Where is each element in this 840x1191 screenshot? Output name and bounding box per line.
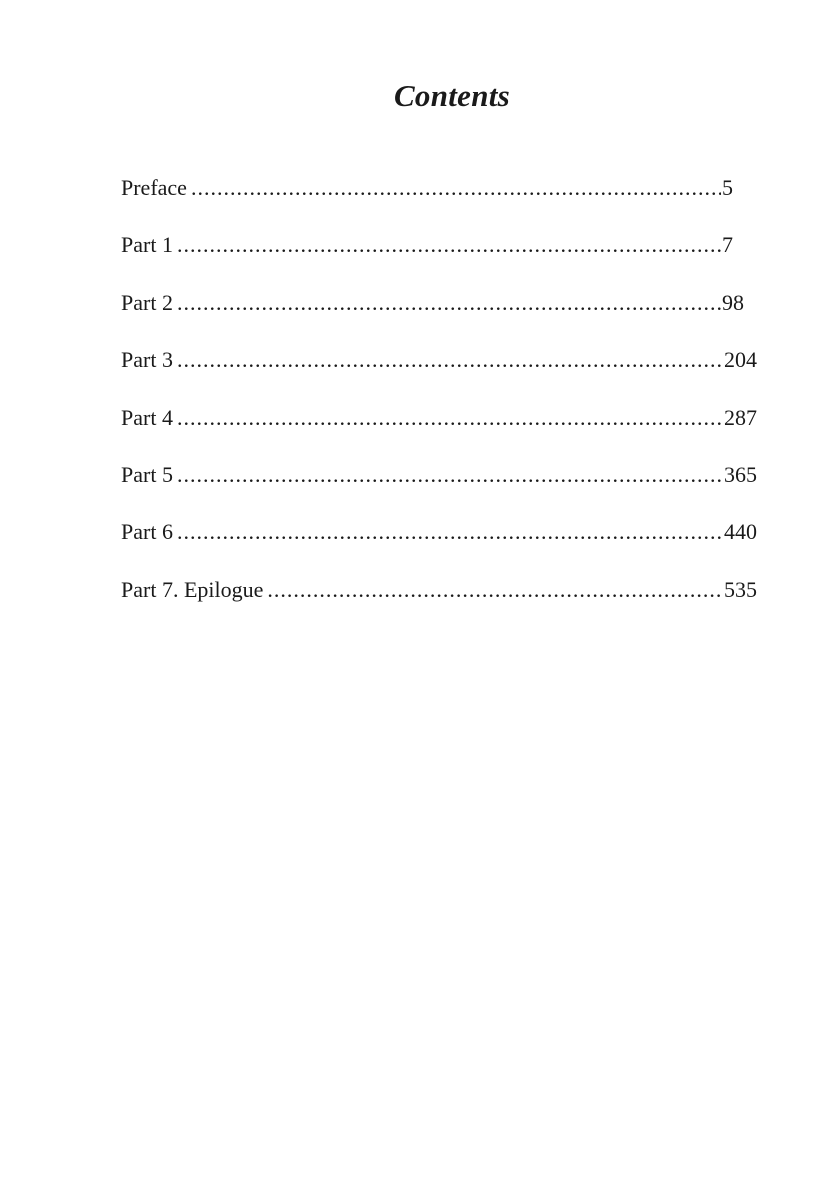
toc-entry-preface (121, 170, 757, 227)
toc-entry-label: Part 4 (121, 404, 173, 430)
toc-entry-part-2 (121, 285, 757, 342)
toc-entry-label: Preface (121, 175, 187, 200)
toc-entry-label: Part 7. Epilogue (121, 576, 264, 602)
toc-entry-page-number: 440 (724, 519, 757, 545)
toc-entry-label: Part 6 (121, 519, 173, 545)
page-title: Contents (393, 78, 511, 113)
toc-entry-part-7-epilogue (121, 572, 757, 629)
toc-entry-part-5 (121, 457, 757, 514)
toc-entry-page-number: 98 (722, 289, 744, 315)
dot-leader (177, 457, 723, 493)
toc-entry-label: Part 1 (121, 232, 173, 258)
dot-leader (177, 342, 723, 378)
dot-leader (177, 285, 721, 321)
toc-entry-page-number: 5 (722, 175, 733, 200)
toc-entry-label: Part 5 (121, 461, 173, 487)
dot-leader (267, 572, 723, 608)
toc-entry-label: Part 2 (121, 289, 173, 315)
toc-entry-page-number: 7 (722, 232, 733, 258)
toc-entry-page-number: 535 (724, 576, 757, 602)
toc-entry-page-number: 287 (724, 404, 757, 430)
dot-leader (191, 170, 721, 206)
toc-entry-page-number: 204 (724, 347, 757, 373)
toc-entry-label: Part 3 (121, 347, 173, 373)
toc-entry-page-number: 365 (724, 461, 757, 487)
dot-leader (177, 514, 723, 550)
toc-entry-part-4 (121, 400, 757, 457)
dot-leader (177, 227, 721, 263)
toc-entry-part-1 (121, 227, 757, 284)
dot-leader (177, 400, 723, 436)
table-of-contents (121, 170, 757, 629)
toc-entry-part-3 (121, 342, 757, 399)
toc-entry-part-6 (121, 514, 757, 571)
